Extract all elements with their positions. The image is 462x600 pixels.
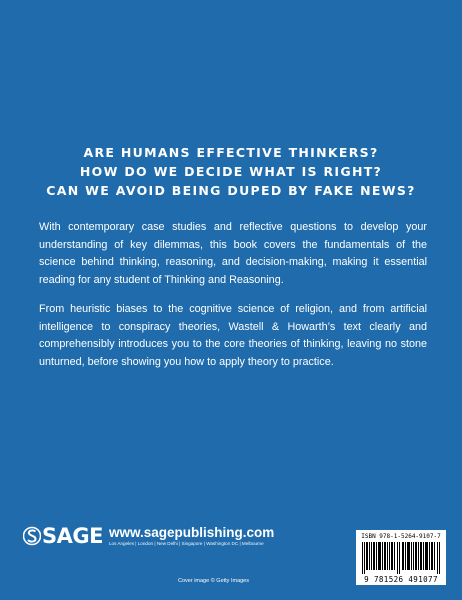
isbn-barcode (356, 530, 446, 585)
publisher-block (23, 524, 274, 548)
cover-image-credit: Cover image © Getty Images (178, 578, 249, 584)
publisher-cities: Los Angeles | London | New Delhi | Singapore | Washington DC | Melbourne (108, 541, 264, 546)
barcode-digits: 9 781526 491077 (364, 575, 438, 584)
publisher-url[interactable]: www.sagepublishing.com (108, 525, 275, 540)
headline-questions (0, 143, 462, 200)
sage-logo-text: SAGE (42, 524, 103, 548)
sage-s-mark-icon (23, 525, 41, 547)
isbn-label: ISBN 978-1-5264-9107-7 (361, 533, 441, 540)
question-2: HOW DO WE DECIDE WHAT IS RIGHT? (79, 164, 383, 179)
question-1: ARE HUMANS EFFECTIVE THINKERS? (83, 145, 379, 160)
barcode-icon (362, 542, 440, 574)
sage-logo (23, 524, 103, 548)
description-paragraph-2: From heuristic biases to the cognitive science of religion, and from artificial intelligence to conspiracy theories, Wastell & Howarth’s text clearly and comprehensibly introduces you to the core theories of thinking, leaving no stone unturned, before showing you how to apply theory to practice. (39, 303, 427, 368)
description-paragraph-1: With contemporary case studies and reflective questions to develop your understanding of key dilemmas, this book covers the fundamentals of the science behind thinking, reasoning, and decision-making, making it essential reading for any student of Thinking and Reasoning. (39, 221, 427, 286)
question-3: CAN WE AVOID BEING DUPED BY FAKE NEWS? (46, 183, 416, 198)
